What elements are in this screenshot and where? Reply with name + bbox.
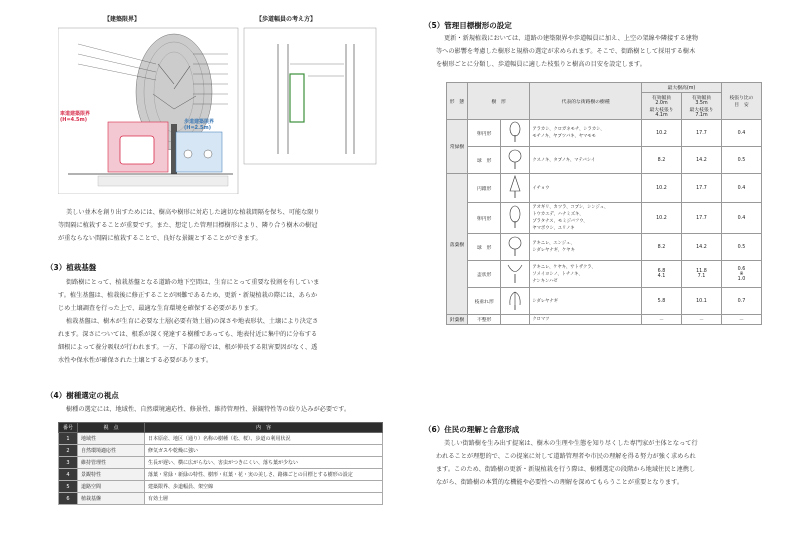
table-header-row: [447, 83, 762, 93]
header-max-height: 最大樹高(m): [641, 83, 721, 93]
table-header: 番号: [59, 423, 78, 433]
cone-tree-icon: [508, 175, 522, 199]
row-ratio: 0.5: [721, 147, 761, 174]
sec5-line: 等への影響を考慮した樹形と規格の選定が求められます。そこで、街路樹として採用する樹木: [436, 48, 696, 55]
sidewalk-limit-label: 歩道建築限界 (H=2.5m): [184, 119, 215, 131]
sec3-line: 植栽基盤は、樹木が生育に必要な土層(必要有効土層)の深さや地表形状、土壌により決定さ: [66, 318, 319, 325]
row-content: 落葉・常緑・新緑の特性、樹形・紅葉・花・実の美しさ、路線ごとの目標とする樹形の設定: [145, 469, 383, 481]
row-height-2: 10.1: [681, 288, 721, 315]
sec5-line: を樹形ごとに分類し、歩道幅員に適した枝張りと樹高の目安を設定します。: [436, 61, 646, 68]
row-number: 5: [59, 481, 78, 493]
row-content: 修気ガスや乾燥に強い: [145, 445, 383, 457]
row-number: 3: [59, 457, 78, 469]
vehicle-limit-label: 車道建築限界 (H=4.5m): [60, 111, 91, 123]
row-ratio: －: [721, 315, 761, 325]
round-tree-icon: [508, 148, 522, 170]
header-species: 代表的な街路樹の樹種: [530, 83, 642, 120]
row-height-1: 8.2: [641, 147, 681, 174]
cup-tree-icon: [507, 262, 523, 284]
sec3-line: す。植生基盤は、植栽後に修正することが困難であるため、更新・新規植栽の際には、あらか: [58, 292, 318, 299]
row-form: 球 形: [468, 234, 501, 261]
right-page: [400, 0, 800, 533]
intro-line: が重ならない間隔に植栽することで、良好な景観とすることができます。: [58, 235, 262, 242]
intro-paragraph: [58, 206, 388, 245]
row-viewpoint: 景観特性: [78, 469, 145, 481]
row-viewpoint: 地域性: [78, 433, 145, 445]
tree-shape-cell: [501, 147, 530, 174]
group-label: 落葉樹: [447, 174, 468, 315]
row-viewpoint: 自然環境適応性: [78, 445, 145, 457]
row-height-1: 10.2: [641, 174, 681, 203]
diagram-title-building: 【建築限界】: [104, 16, 141, 23]
sec6-line: 美しい街路樹を生み出す提案は、樹木の生理や生態を知り尽くした専門家が主体となって行: [444, 440, 698, 447]
table-row: [447, 174, 762, 203]
header-width-2: 有効幅員 3.5m 最大枝張り 7.1m: [681, 93, 721, 120]
tree-shape-cell: [501, 120, 530, 147]
sec3-line: 水性や保水性が確保された土壌とする必要があります。: [58, 357, 213, 364]
section-6-title: （6）住民の理解と合意形成: [424, 425, 520, 434]
section-4-title: （4）樹種選定の視点: [46, 391, 119, 400]
row-number: 1: [59, 433, 78, 445]
table-row: [59, 433, 383, 445]
selection-viewpoint-table: [58, 422, 383, 505]
row-form: 球 形: [468, 147, 501, 174]
row-species: アキニレ、エンジュ、 シダレヤナギ、ケヤキ: [530, 234, 642, 261]
table-row: [447, 203, 762, 234]
row-viewpoint: 植栽基盤: [78, 493, 145, 505]
table-row: [59, 493, 383, 505]
row-height-2: 17.7: [681, 120, 721, 147]
table-row: [447, 120, 762, 147]
tree-shape-cell: [501, 315, 530, 325]
sec5-line: 更新・新規植栽においては、道路の建築限界や歩道幅員に加え、上空の架線や隣接する建物: [444, 35, 699, 42]
row-height-1: 10.2: [641, 120, 681, 147]
row-ratio: 0.4: [721, 120, 761, 147]
row-viewpoint: 維持管理性: [78, 457, 145, 469]
header-width-1: 有効幅員 2.0m 最大枝張り 4.1m: [641, 93, 681, 120]
row-height-2: 17.7: [681, 174, 721, 203]
row-form: 盃状形: [468, 261, 501, 288]
section-3-paragraph: [58, 276, 388, 367]
table-row: [447, 147, 762, 174]
section-3-title: （3）植栽基盤: [46, 263, 97, 272]
diagram-title-sidewalk: 【歩道幅員の考え方】: [256, 16, 317, 23]
row-ratio: 0.4: [721, 174, 761, 203]
row-form: 枝垂れ形: [468, 288, 501, 315]
planting-zone: [290, 74, 304, 122]
row-number: 6: [59, 493, 78, 505]
table-header: 内 容: [145, 423, 383, 433]
row-content: 有効土層: [145, 493, 383, 505]
row-height-2: 17.7: [681, 203, 721, 234]
table-row: [59, 481, 383, 493]
sidewalk-frame: [244, 28, 376, 164]
sec3-line: れます。深さについては、根系が深く発達する樹種であっても、地表付近に集中的に分布する: [58, 331, 318, 338]
row-ratio: 0.4: [721, 203, 761, 234]
intro-line: 等間隔に植栽することが重要です。また、想定した管理目標樹形により、隣り合う樹木の樹冠: [58, 222, 318, 229]
header-shape: 形 態: [447, 83, 468, 120]
round-tree-icon: [508, 235, 522, 257]
tree-shape-cell: [501, 288, 530, 315]
table-row: [59, 445, 383, 457]
tree-shape-cell: [501, 234, 530, 261]
tree-shape-cell: [501, 174, 530, 203]
tree-shape-cell: [501, 203, 530, 234]
building-limit-diagram: [58, 14, 388, 194]
table-header-row: [59, 423, 383, 433]
row-form: 円錐形: [468, 174, 501, 203]
section-5-title: （5）管理目標樹形の設定: [424, 21, 512, 30]
row-height-1: 10.2: [641, 203, 681, 234]
row-species: クロマツ: [530, 315, 642, 325]
row-content: 建築限界、歩道幅員、架空線: [145, 481, 383, 493]
group-label: 針葉樹: [447, 315, 468, 325]
section-4-paragraph: 樹種の選定には、地域性、自然環境適応性、修景性、維持管理性、景観特性等の絞り込みが必要です。: [66, 406, 351, 413]
row-height-2: 11.8 7.1: [681, 261, 721, 288]
row-form: 卵円形: [468, 120, 501, 147]
row-ratio: 0.6 ※ 1.0: [721, 261, 761, 288]
table-row: [447, 288, 762, 315]
row-species: シダレヤナギ: [530, 288, 642, 315]
row-species: イチョウ: [530, 174, 642, 203]
row-species: アキニレ、ケヤキ、サトザクラ、 ソメイヨシノ、トチノキ、 ナンキンハゼ: [530, 261, 642, 288]
sec6-line: われることが理想的で、この提案に対して道路管理者や市民の理解を得る努力が強く求められ: [436, 453, 696, 460]
sec3-line: 街路樹にとって、植栽基盤となる道路の地下空間は、生育にとって重要な役割を有していま: [66, 279, 320, 286]
sec3-line: じめ土壌調査を行った上で、最適な生育環境を確保する必要があります。: [58, 305, 262, 312]
row-height-2: 14.2: [681, 234, 721, 261]
table-row: [59, 469, 383, 481]
sec6-line: ます。このため、街路樹の更新・新規植栽を行う際は、樹種選定の段階から地域住民と連携し: [436, 466, 696, 473]
row-height-1: 5.8: [641, 288, 681, 315]
row-content: 日本原産、地区（通り）名称の樹種（松、桜）、歩道の利用状況: [145, 433, 383, 445]
row-height-2: －: [681, 315, 721, 325]
row-height-1: －: [641, 315, 681, 325]
table-header: 視 点: [78, 423, 145, 433]
row-content: 生長が遅い、横に広がらない、害虫がつきにくい、落ち葉が少ない: [145, 457, 383, 469]
row-species: アラカシ、クロガネモチ、シラカシ、 モチノキ、ヤブツバキ、ヤマモモ: [530, 120, 642, 147]
sidewalk-limit-box: [176, 132, 222, 172]
oval-tree-icon: [508, 121, 522, 143]
tree-shape-cell: [501, 261, 530, 288]
table-row: [447, 234, 762, 261]
row-form: 卵円形: [468, 203, 501, 234]
intro-line: 美しい並木を創り出すためには、樹高や樹形に対応した適切な植栽間隔を保ち、可能な限り: [66, 209, 320, 216]
vehicle-icon: [120, 136, 154, 164]
row-species: アオギリ、カツラ、コブシ、シンジュ、 トウカエデ、ハナミズキ、 プラタナス、モミジバフウ、 ヤマボウシ、ユリノキ: [530, 203, 642, 234]
row-number: 2: [59, 445, 78, 457]
row-ratio: 0.7: [721, 288, 761, 315]
table-row: [447, 261, 762, 288]
row-ratio: 0.5: [721, 234, 761, 261]
weeping-tree-icon: [508, 289, 522, 311]
section-5-paragraph: [436, 32, 776, 71]
row-form: 不整形: [468, 315, 501, 325]
table-row: [447, 315, 762, 325]
row-number: 4: [59, 469, 78, 481]
row-height-2: 14.2: [681, 147, 721, 174]
diagram-svg: [58, 14, 388, 194]
section-6-paragraph: [436, 437, 776, 489]
sec3-line: 細根によって養分吸収が行われます。一方、下部の層では、根が伸長する阻害要因がなく、透: [58, 344, 318, 351]
tree-form-table: [446, 82, 762, 325]
group-label: 常緑樹: [447, 120, 468, 174]
row-height-1: 6.8 4.1: [641, 261, 681, 288]
sec6-line: ながら、街路樹の本質的な機能や必要性への理解を深めてもらうことが重要となります。: [436, 479, 684, 486]
oval-tree-icon: [508, 205, 522, 229]
table-row: [59, 457, 383, 469]
row-species: クスノキ、タブノキ、マテバシイ: [530, 147, 642, 174]
row-viewpoint: 道路空間: [78, 481, 145, 493]
header-form: 樹 形: [468, 83, 530, 120]
row-height-1: 8.2: [641, 234, 681, 261]
header-ratio: 枝張り比の 目 安: [721, 83, 761, 120]
